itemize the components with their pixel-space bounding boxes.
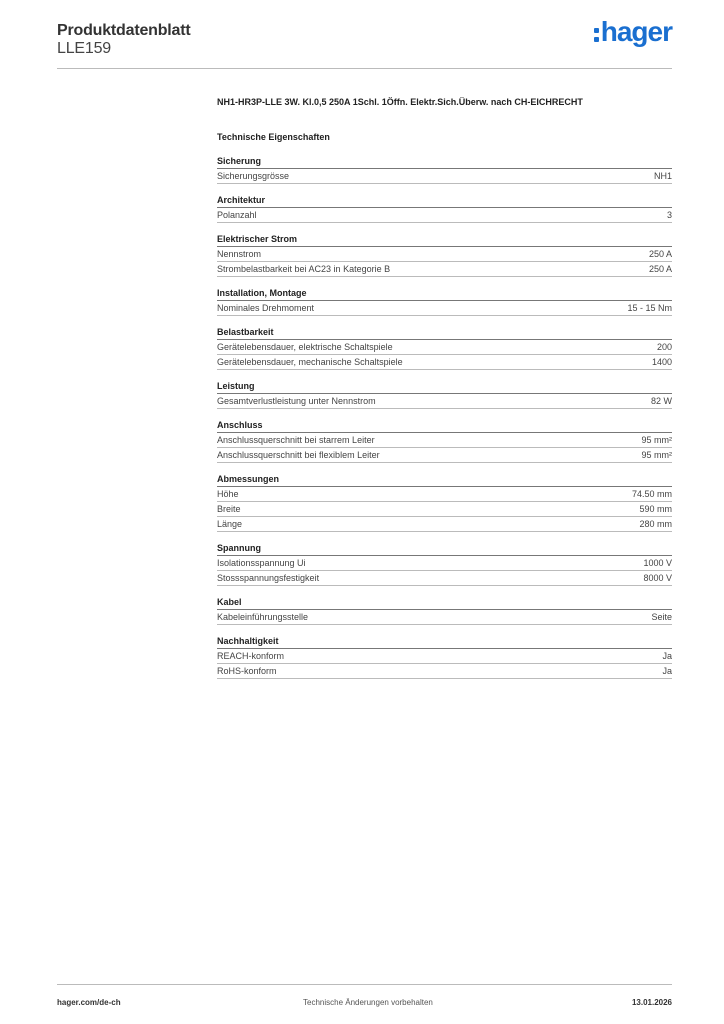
property-row: [217, 208, 672, 223]
datasheet-content: [217, 95, 672, 679]
page-header: [57, 16, 672, 70]
property-label: Breite: [217, 504, 241, 514]
property-section: [217, 233, 672, 277]
property-section: [217, 596, 672, 625]
property-row: [217, 301, 672, 316]
property-section: [217, 542, 672, 586]
property-value: NH1: [653, 171, 672, 181]
property-label: Nennstrom: [217, 249, 262, 259]
property-row: [217, 262, 672, 277]
property-value: Ja: [662, 651, 672, 661]
page-footer: [57, 984, 672, 1007]
property-label: Höhe: [217, 489, 239, 499]
hager-logo: [594, 18, 672, 46]
property-section: [217, 473, 672, 532]
section-title: Kabel: [217, 596, 672, 610]
product-code: LLE159: [57, 40, 111, 57]
property-section: [217, 635, 672, 679]
property-label: Gerätelebensdauer, elektrische Schaltspiele: [217, 342, 393, 352]
property-label: Stossspannungsfestigkeit: [217, 573, 320, 583]
property-value: 8000 V: [643, 573, 672, 583]
section-title: Nachhaltigkeit: [217, 635, 672, 649]
property-label: Anschlussquerschnitt bei starrem Leiter: [217, 435, 375, 445]
property-value: 95 mm²: [641, 450, 672, 460]
property-value: 82 W: [650, 396, 672, 406]
property-value: 250 A: [648, 249, 672, 259]
section-title: Anschluss: [217, 419, 672, 433]
property-row: [217, 340, 672, 355]
property-label: RoHS-konform: [217, 666, 277, 676]
section-title: Sicherung: [217, 155, 672, 169]
property-row: [217, 502, 672, 517]
property-row: [217, 433, 672, 448]
logo-dots-icon: [594, 28, 599, 42]
property-row: [217, 487, 672, 502]
property-value: 3: [666, 210, 672, 220]
property-label: REACH-konform: [217, 651, 285, 661]
section-title: Leistung: [217, 380, 672, 394]
property-value: 250 A: [648, 264, 672, 274]
property-label: Kabeleinführungsstelle: [217, 612, 309, 622]
property-label: Länge: [217, 519, 243, 529]
property-value: Seite: [651, 612, 672, 622]
property-section: [217, 194, 672, 223]
property-label: Isolationsspannung Ui: [217, 558, 306, 568]
section-title: Spannung: [217, 542, 672, 556]
property-row: [217, 649, 672, 664]
product-description: NH1-HR3P-LLE 3W. Kl.0,5 250A 1Schl. 1Öffn. Elektr.Sich.Überw. nach CH-EICHRECHT: [217, 97, 583, 107]
section-title: Elektrischer Strom: [217, 233, 672, 247]
property-value: 95 mm²: [641, 435, 672, 445]
property-row: [217, 169, 672, 184]
properties-sections: [217, 155, 672, 679]
property-label: Strombelastbarkeit bei AC23 in Kategorie B: [217, 264, 391, 274]
property-row: [217, 517, 672, 532]
property-value: 1000 V: [643, 558, 672, 568]
footer-date: 13.01.2026: [631, 998, 672, 1007]
footer-website-link[interactable]: hager.com/de-ch: [57, 998, 121, 1007]
property-row: [217, 556, 672, 571]
section-title: Architektur: [217, 194, 672, 208]
property-value: 15 - 15 Nm: [627, 303, 672, 313]
property-label: Polanzahl: [217, 210, 257, 220]
section-title: Installation, Montage: [217, 287, 672, 301]
property-label: Gerätelebensdauer, mechanische Schaltspiele: [217, 357, 403, 367]
property-row: [217, 664, 672, 679]
property-value: 280 mm: [639, 519, 672, 529]
property-value: Ja: [662, 666, 672, 676]
property-row: [217, 247, 672, 262]
section-title: Abmessungen: [217, 473, 672, 487]
property-section: [217, 380, 672, 409]
header-divider: [57, 68, 672, 69]
property-section: [217, 326, 672, 370]
property-label: Gesamtverlustleistung unter Nennstrom: [217, 396, 376, 406]
property-value: 1400: [651, 357, 672, 367]
technical-properties-heading: Technische Eigenschaften: [217, 132, 330, 142]
property-section: [217, 287, 672, 316]
property-value: 74.50 mm: [631, 489, 672, 499]
property-label: Sicherungsgrösse: [217, 171, 290, 181]
property-row: [217, 448, 672, 463]
property-row: [217, 610, 672, 625]
property-value: 590 mm: [639, 504, 672, 514]
footer-notice: Technische Änderungen vorbehalten: [303, 998, 433, 1007]
section-title: Belastbarkeit: [217, 326, 672, 340]
page-title: Produktdatenblatt: [57, 22, 191, 39]
property-section: [217, 419, 672, 463]
property-row: [217, 571, 672, 586]
property-value: 200: [656, 342, 672, 352]
property-row: [217, 394, 672, 409]
property-label: Nominales Drehmoment: [217, 303, 315, 313]
property-section: [217, 155, 672, 184]
property-row: [217, 355, 672, 370]
property-label: Anschlussquerschnitt bei flexiblem Leiter: [217, 450, 380, 460]
logo-text: hager: [600, 16, 672, 47]
